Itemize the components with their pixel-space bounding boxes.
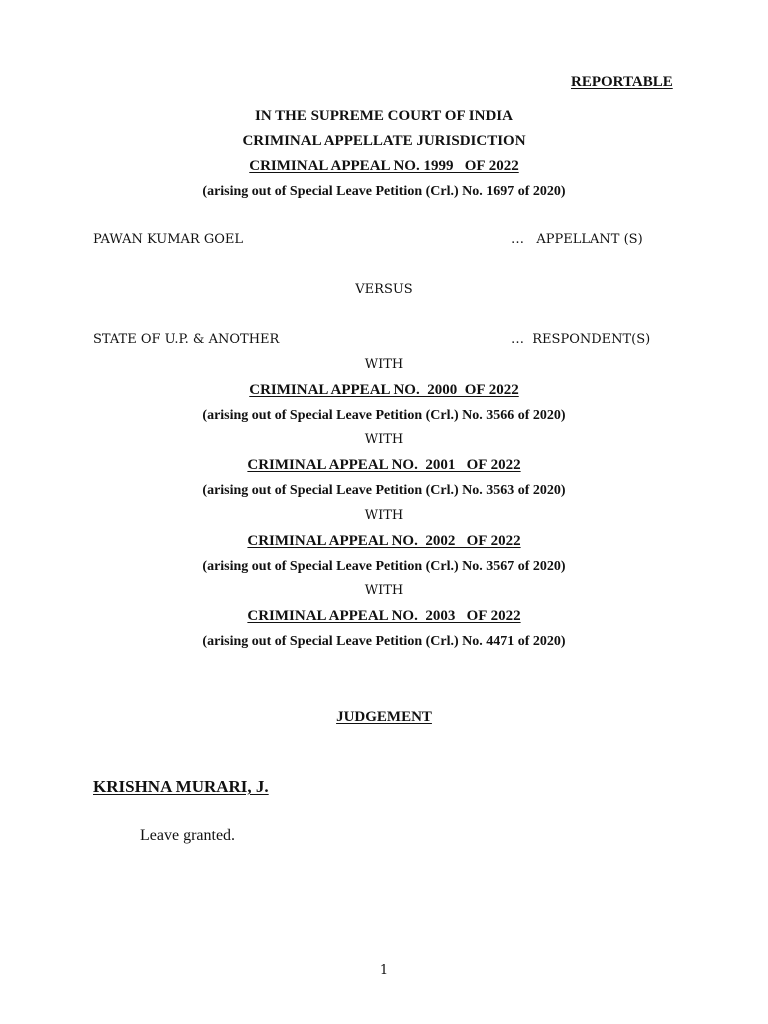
page-number: 1 — [379, 963, 389, 978]
body-paragraph: Leave granted. — [140, 827, 236, 844]
appeal-number: CRIMINAL APPEAL NO. 2000 OF 2022 — [249, 382, 519, 398]
respondent-role: … RESPONDENT(S) — [511, 332, 651, 347]
court-name: IN THE SUPREME COURT OF INDIA — [255, 108, 513, 124]
appellant-name: PAWAN KUMAR GOEL — [93, 232, 244, 247]
arising-out: (arising out of Special Leave Petition (Crl.) No. 3567 of 2020) — [202, 559, 566, 574]
arising-out-main: (arising out of Special Leave Petition (Crl.) No. 1697 of 2020) — [202, 184, 566, 199]
with-label: WITH — [364, 583, 404, 598]
arising-out: (arising out of Special Leave Petition (Crl.) No. 3563 of 2020) — [202, 483, 566, 498]
judgement-heading: JUDGEMENT — [336, 709, 432, 725]
versus-label: VERSUS — [355, 282, 413, 297]
with-label: WITH — [364, 432, 404, 447]
reportable-label: REPORTABLE — [571, 74, 673, 90]
appeal-number-main: CRIMINAL APPEAL NO. 1999 OF 2022 — [249, 158, 519, 174]
appellant-role: … APPELLANT (S) — [511, 232, 643, 247]
jurisdiction: CRIMINAL APPELLATE JURISDICTION — [242, 133, 526, 149]
appeal-number: CRIMINAL APPEAL NO. 2001 OF 2022 — [247, 457, 521, 473]
arising-out: (arising out of Special Leave Petition (Crl.) No. 3566 of 2020) — [202, 408, 566, 423]
respondent-name: STATE OF U.P. & ANOTHER — [93, 332, 280, 347]
judge-name: KRISHNA MURARI, J. — [93, 777, 269, 796]
arising-out: (arising out of Special Leave Petition (Crl.) No. 4471 of 2020) — [202, 634, 566, 649]
appeal-number: CRIMINAL APPEAL NO. 2003 OF 2022 — [247, 608, 521, 624]
with-label: WITH — [364, 357, 404, 372]
appeal-number: CRIMINAL APPEAL NO. 2002 OF 2022 — [247, 533, 521, 549]
with-label: WITH — [364, 508, 404, 523]
